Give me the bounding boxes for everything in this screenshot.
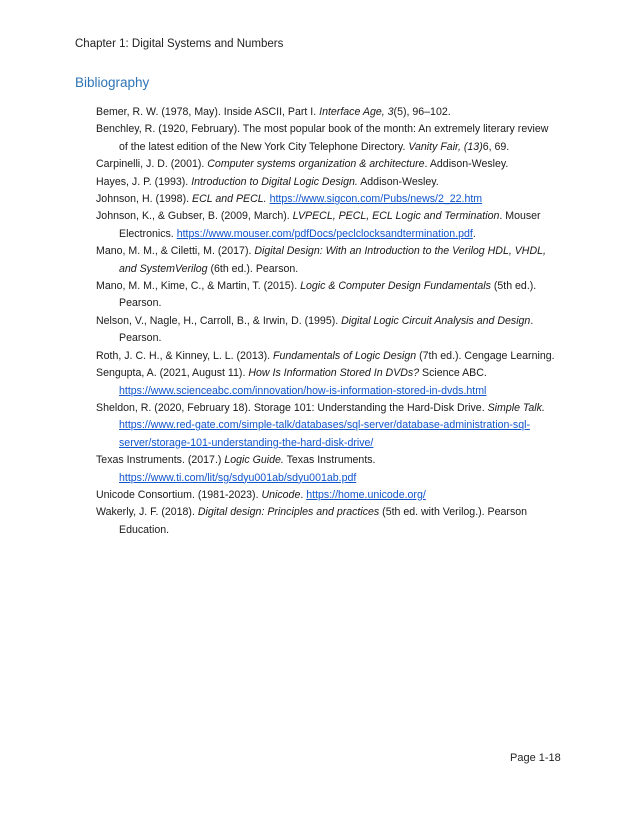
entry-title-italic: Logic & Computer Design Fundamentals bbox=[300, 280, 491, 293]
entry-text: (5), 96–102. bbox=[393, 106, 451, 118]
entry-text: Mano, M. M., Kime, C., & Martin, T. (2015). bbox=[96, 280, 301, 293]
bibliography-entry bbox=[96, 400, 558, 452]
entry-text: Unicode Consortium. (1981-2023). bbox=[96, 488, 262, 501]
entry-title-italic: Simple Talk. bbox=[487, 401, 545, 414]
entry-title-italic: How Is Information Stored In DVDs? bbox=[248, 367, 420, 380]
entry-title-italic: Fundamentals of Logic Design bbox=[273, 349, 417, 362]
entry-title-italic: Interface Age, 3 bbox=[319, 106, 394, 118]
entry-text: Carpinelli, J. D. (2001). bbox=[96, 158, 208, 171]
entry-title-italic: Digital Design: With an Introduction to the Verilog HDL, VHDL, and SystemVerilog bbox=[119, 245, 546, 275]
bibliography-entry bbox=[96, 208, 558, 243]
entry-text: (7th ed.). Cengage Learning. bbox=[416, 349, 555, 362]
entry-text: Texas Instruments. bbox=[283, 454, 376, 467]
entry-text: (6th ed.). Pearson. bbox=[207, 262, 299, 275]
entry-text: 6, 69. bbox=[482, 140, 510, 153]
entry-url-link[interactable]: https://www.sigcon.com/Pubs/news/2_22.htm bbox=[269, 193, 483, 206]
section-title: Bibliography bbox=[75, 75, 150, 90]
chapter-header: Chapter 1: Digital Systems and Numbers bbox=[75, 38, 284, 50]
bibliography-list bbox=[96, 104, 558, 539]
entry-text: (5th ed.). Pearson. bbox=[119, 280, 537, 310]
entry-title-italic: Unicode bbox=[261, 488, 301, 501]
entry-text: Bemer, R. W. (1978, May). Inside ASCII, Part I. bbox=[96, 106, 320, 118]
bibliography-entry bbox=[96, 104, 558, 121]
entry-text: Addison-Wesley. bbox=[357, 175, 439, 188]
bibliography-entry bbox=[96, 191, 558, 208]
entry-title-italic: Introduction to Digital Logic Design. bbox=[191, 175, 358, 188]
entry-title-italic: LVPECL, PECL, ECL Logic and Termination bbox=[292, 210, 500, 223]
entry-text: Mano, M. M., & Ciletti, M. (2017). bbox=[96, 245, 255, 258]
entry-text: Wakerly, J. F. (2018). bbox=[96, 506, 198, 519]
entry-title-italic: Digital Logic Circuit Analysis and Design bbox=[341, 314, 531, 327]
entry-url-link[interactable]: https://www.mouser.com/pdfDocs/peclclocksandtermination.pdf bbox=[176, 227, 473, 240]
entry-text: Sengupta, A. (2021, August 11). bbox=[96, 367, 249, 380]
entry-url-link[interactable]: https://home.unicode.org/ bbox=[306, 488, 426, 501]
entry-text: Roth, J. C. H., & Kinney, L. L. (2013). bbox=[96, 349, 274, 362]
entry-title-italic: Digital design: Principles and practices bbox=[197, 506, 380, 519]
entry-text: Hayes, J. P. (1993). bbox=[96, 175, 192, 188]
entry-text: Sheldon, R. (2020, February 18). Storage 101: Understanding the Hard-Disk Drive. bbox=[96, 401, 488, 414]
entry-text: . bbox=[472, 227, 476, 240]
entry-url-link[interactable]: https://www.red-gate.com/simple-talk/databases/sql-server/database-administration-sql-server/storage-101-understanding-the-hard-disk-drive/ bbox=[119, 419, 530, 449]
bibliography-entry bbox=[96, 348, 558, 365]
entry-title-italic: ECL and PECL. bbox=[192, 193, 267, 206]
page-number: Page 1-18 bbox=[510, 752, 561, 764]
entry-text: Johnson, K., & Gubser, B. (2009, March). bbox=[96, 210, 293, 223]
entry-text: (5th ed. with Verilog.). Pearson Education. bbox=[119, 506, 528, 536]
bibliography-entry bbox=[96, 452, 558, 487]
bibliography-entry bbox=[96, 504, 558, 539]
entry-title-italic: Vanity Fair, (13) bbox=[408, 140, 483, 153]
entry-url-link[interactable]: https://www.ti.com/lit/sg/sdyu001ab/sdyu001ab.pdf bbox=[119, 471, 357, 484]
entry-text: Nelson, V., Nagle, H., Carroll, B., & Irwin, D. (1995). bbox=[96, 314, 342, 327]
bibliography-entry bbox=[96, 487, 558, 504]
bibliography-entry bbox=[96, 365, 558, 400]
bibliography-entry bbox=[96, 313, 558, 348]
entry-text: . bbox=[300, 488, 307, 501]
entry-text: Benchley, R. (1920, February). The most popular book of the month: An extremely literary review of the latest edition of the New York City Telephone Directory. bbox=[96, 123, 549, 153]
bibliography-entry bbox=[96, 243, 558, 278]
entry-text: Texas Instruments. (2017.) bbox=[96, 454, 225, 467]
entry-text: . Mouser Electronics. bbox=[119, 210, 541, 240]
entry-title-italic: Logic Guide. bbox=[224, 454, 284, 467]
entry-text: . Addison-Wesley. bbox=[424, 158, 509, 171]
bibliography-entry bbox=[96, 156, 558, 173]
entry-url-link[interactable]: https://www.scienceabc.com/innovation/how-is-information-stored-in-dvds.html bbox=[119, 384, 487, 397]
bibliography-entry bbox=[96, 121, 558, 156]
entry-text: . Pearson. bbox=[119, 314, 534, 345]
entry-text: Johnson, H. (1998). bbox=[96, 193, 192, 206]
entry-title-italic: Computer systems organization & architecture bbox=[207, 158, 425, 171]
entry-text: Science ABC. bbox=[419, 367, 487, 380]
bibliography-entry bbox=[96, 278, 558, 313]
bibliography-entry bbox=[96, 174, 558, 191]
